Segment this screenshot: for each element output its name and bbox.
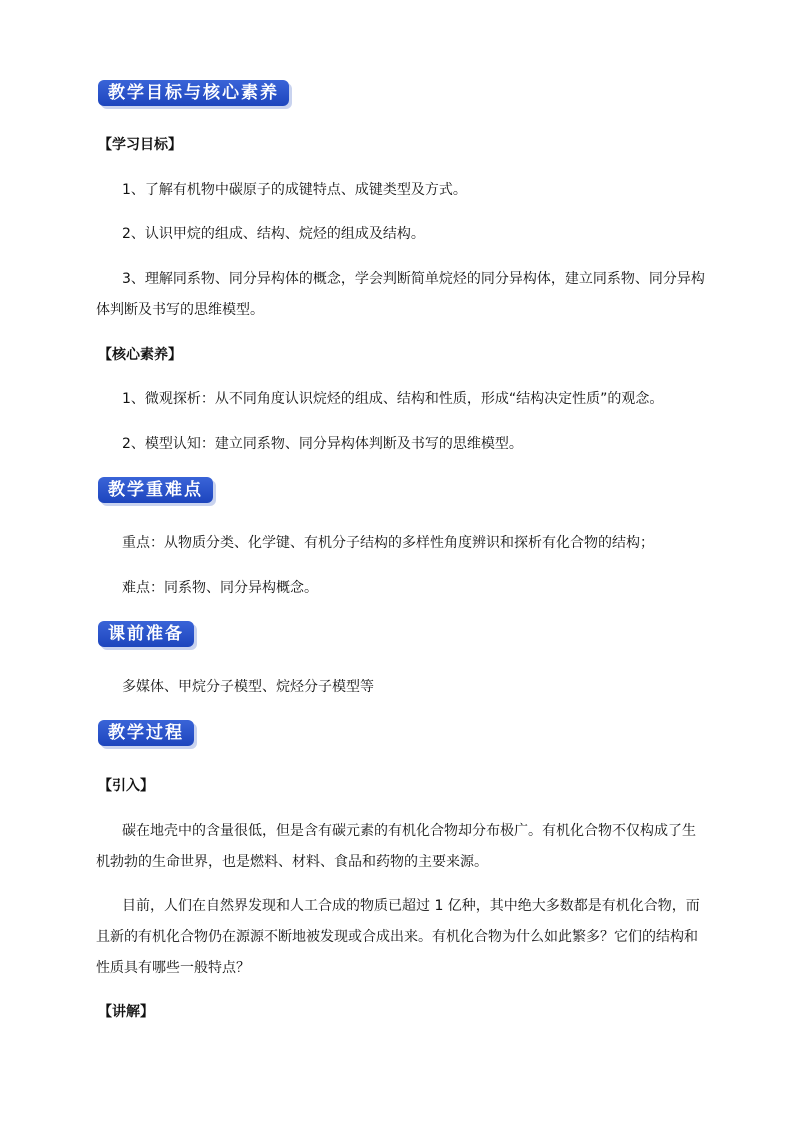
core-literacy-1: 1、微观探析：从不同角度认识烷烃的组成、结构和性质，形成“结构决定性质”的观念。 [122,391,664,407]
intro-para2-line1: 目前，人们在自然界发现和人工合成的物质已超过 1 亿种，其中绝大多数都是有机化合物，而 [122,898,700,914]
learning-goal-2: 2、认识甲烷的组成、结构、烷烃的组成及结构。 [122,226,425,242]
heading-core-literacy: 【核心素养】 [98,347,182,363]
learning-goal-3-line1: 3、理解同系物、同分异构体的概念，学会判断简单烷烃的同分异构体，建立同系物、同分异构 [122,271,705,287]
intro-para1-line2: 机勃勃的生命世界，也是燃料、材料、食品和药物的主要来源。 [96,854,488,870]
learning-goal-1: 1、了解有机物中碳原子的成键特点、成键类型及方式。 [122,182,467,198]
section-title-difficulty: 教学重难点 [98,477,213,503]
section-title-goals: 教学目标与核心素养 [98,80,289,106]
intro-para2-line2: 且新的有机化合物仍在源源不断地被发现或合成出来。有机化合物为什么如此繁多？它们的结构和 [96,929,698,945]
section-title-process: 教学过程 [98,720,194,746]
learning-goal-3-line2: 体判断及书写的思维模型。 [96,302,264,318]
heading-lecture: 【讲解】 [98,1004,154,1020]
core-literacy-2: 2、模型认知：建立同系物、同分异构体判断及书写的思维模型。 [122,436,523,452]
section-title-prep: 课前准备 [98,621,194,647]
prep-text: 多媒体、甲烷分子模型、烷烃分子模型等 [122,679,374,695]
hard-point: 难点：同系物、同分异构概念。 [122,580,318,596]
heading-intro: 【引入】 [98,778,154,794]
heading-learning-goals: 【学习目标】 [98,137,182,153]
key-point: 重点：从物质分类、化学键、有机分子结构的多样性角度辨识和探析有化合物的结构； [122,535,654,551]
intro-para2-line3: 性质具有哪些一般特点？ [96,960,250,976]
intro-para1-line1: 碳在地壳中的含量很低，但是含有碳元素的有机化合物却分布极广。有机化合物不仅构成了生 [122,823,696,839]
